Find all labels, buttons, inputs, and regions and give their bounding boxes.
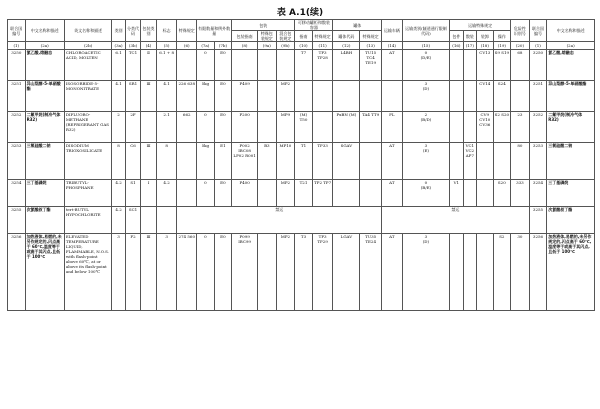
cell-transport-category [402,143,450,180]
cell-vehicle [382,81,403,112]
col-num: (17) [463,42,476,50]
cell-bulk [463,180,476,207]
cell-un-no: 3250 [8,50,26,81]
cell-cn-name-2: 三丁基磷烷 [547,180,595,207]
cell-tank-instruction [295,81,313,112]
transport-category-value: 3 [424,143,428,148]
cell-loading [477,234,494,311]
cell-label: 4.1 [156,81,177,112]
cell-class-code: SC1 [125,207,141,234]
header-packing: 包装 [232,20,295,31]
col-num: (3a) [112,42,125,50]
cell-packing-instruction: P200 [232,112,258,143]
cell-transport-category [402,234,450,311]
cell-tank-instruction: T21 [295,180,313,207]
cell-un-no-2: 3252 [529,112,547,143]
cell-forbidden: 禁运 [177,207,382,234]
cell-cn-name: 次氯酸叔丁酯 [25,207,64,234]
transport-category-value: 3 [424,81,428,86]
cell-cn-name: 三丁基磷烷 [25,180,64,207]
cell-hazard-id: 30 [511,234,530,311]
transport-category-value: 2 [424,112,428,117]
cell-mixed-packing: MP2 [276,180,295,207]
cell-transport-category [402,50,450,81]
cell-packing-instruction: P002 IBC08 LP02 R001 [232,143,258,180]
header-row-top [8,20,595,31]
cell-class-code: 2F [125,112,141,143]
cell-un-no-2: 3255 [529,207,547,234]
cell-class-code: S1 [125,180,141,207]
header-tank: 罐体 [333,20,382,31]
cell-en-name: ELEVATED TEMPERATURE LIQUID, FLAMMABLE, N.O.S. with flash-point above 60℃, at or above its flash-point and below 100℃ [64,234,112,311]
cell-bulk [463,50,476,81]
cell-bulk: VC1 VC2 AP7 [463,143,476,180]
cell-excepted-quantity: E1 [214,143,232,180]
cell-mixed-packing: MP2 [276,81,295,112]
cell-tank-special-2: TU15 TC4 TE19 [360,50,382,81]
col-num: (2a) [25,42,64,50]
cell-tank-special-2: TA4 TT9 [360,112,382,143]
header-bulk: 散装 [463,31,476,42]
col-num: (13) [360,42,382,50]
cell-packing-instruction: P400 [232,180,258,207]
cell-special-packing [258,81,277,112]
cell-hazard-id: 80 [511,143,530,180]
header-class-code: 分类代码 [125,20,141,42]
col-num: (18) [477,42,494,50]
cell-bulk [463,112,476,143]
cell-vehicle: AT [382,50,403,81]
cell-limited-quantity: 0 [197,50,215,81]
column-number-row [8,42,595,50]
cell-cn-name-2: 二氟甲烷(制冷气体 R32) [547,112,595,143]
col-num: (9b) [276,42,295,50]
cell-vehicle: AT [382,143,403,180]
cell-un-no: 3256 [8,234,26,311]
transport-category-value: 3 [424,234,428,239]
cell-tank-instruction: T7 [295,50,313,81]
cell-transport-category [402,81,450,112]
header-tank-code: 罐体代码 [333,31,360,42]
cell-operation: S2 S20 [493,112,511,143]
cell-un-no: 3253 [8,143,26,180]
col-num: (7b) [214,42,232,50]
cell-mixed-packing [276,50,295,81]
table-row [8,112,595,143]
cell-un-no: 3251 [8,81,26,112]
cell-loading: CV14 [477,81,494,112]
cell-packing-group: Ⅲ [141,143,157,180]
cell-special-packing: B3 [258,143,277,180]
cell-tank-instruction: T1 [295,143,313,180]
cell-package [450,112,463,143]
cell-un-no: 3254 [8,180,26,207]
cell-special-provisions [177,180,197,207]
header-cn-name: 中文名称和描述 [25,20,64,42]
cell-tank-special-2 [360,143,382,180]
table-row [8,234,595,311]
header-class: 类别 [112,20,125,42]
col-num: (9a) [258,42,277,50]
cell-tank-code: LGAV [333,234,360,311]
cell-excepted-quantity: E0 [214,50,232,81]
cell-cn-name-2: 加热液体,易燃的,未另作规定的,闪点高于 60℃,温度等于或高于其闪点,且低于 100℃ [547,234,595,311]
cell-special-provisions [177,143,197,180]
cell-hazard-id: 68 [511,50,530,81]
cell-packing-instruction: P099 IBC99 [232,234,258,311]
header-tank-special-2: 特殊规定 [360,31,382,42]
cell-packing-group: Ⅲ [141,234,157,311]
cell-en-name: DISODIUM TRIOXOSILICATE [64,143,112,180]
cell-tank-special: TP33 [312,143,333,180]
header-special-provisions: 特殊规定 [177,20,197,42]
cell-hazard-id: 23 [511,112,530,143]
cell-transport-category [402,180,450,207]
header-hazard-id: 危险性识别号 [511,20,530,42]
header-operation: 操作 [493,31,511,42]
header-special-packing: 特殊包装规定 [258,31,277,42]
col-num: (10) [295,42,313,50]
header-packing-group: 包装类别 [141,20,157,42]
table-row [8,180,595,207]
cell-forbidden-2: 禁运 [382,207,530,234]
cell-en-name: DIFLUORO-METHANE (REFRIGERANT GAS R32) [64,112,112,143]
transport-category-value: 0 [424,50,428,55]
cell-special-provisions: 226 638 [177,81,197,112]
cell-class: 3 [112,234,125,311]
cell-operation: S20 [493,180,511,207]
header-tank-special: 特殊规定 [312,31,333,42]
cell-label: 2.1 [156,112,177,143]
cell-packing-group: Ⅲ [141,81,157,112]
cell-transport-category [402,112,450,143]
cell-tank-code: SGAV [333,143,360,180]
cell-packing-group: Ⅱ [141,50,157,81]
col-num: (19) [493,42,511,50]
cell-tank-special [312,112,333,143]
cell-excepted-quantity: E0 [214,234,232,311]
cell-label: 6.1 + 8 [156,50,177,81]
cell-tank-special [312,81,333,112]
col-num: (1) [8,42,26,50]
col-num: (3b) [125,42,141,50]
col-num: (20) [511,42,530,50]
header-cn-name-2: 中文名称和描述 [547,20,595,42]
cell-cn-name: 氯乙酸,熔融态 [25,50,64,81]
cell-label: 8 [156,143,177,180]
cell-mixed-packing: MP9 [276,112,295,143]
table-row [8,81,595,112]
cell-en-name: tert-BUTYL HYPOCHLORITE [64,207,112,234]
table-row [8,143,595,180]
col-num: (1) [529,42,547,50]
cell-limited-quantity: 5kg [197,81,215,112]
cell-class-code: TC1 [125,50,141,81]
cell-cn-name: 三氧硅酸二钠 [25,143,64,180]
cell-special-provisions: 662 [177,112,197,143]
cell-label: 3 [156,234,177,311]
table-row [8,50,595,81]
header-special-transport: 运输特殊规定 [450,20,511,31]
cell-en-name: CHLOROACETIC ACID, MOLTEN [64,50,112,81]
col-num: (6) [177,42,197,50]
cell-limited-quantity: 0 [197,234,215,311]
cell-un-no-2: 3253 [529,143,547,180]
cell-loading: CV9 CV10 CV36 [477,112,494,143]
cell-un-no: 3255 [8,207,26,234]
cell-class: 4.2 [112,180,125,207]
cell-loading: CV13 [477,50,494,81]
cell-packing-group [141,112,157,143]
col-num: (7a) [197,42,215,50]
cell-tank-special-2 [360,180,382,207]
cell-package [450,234,463,311]
cell-en-name: TRIBUTYL-PHOSPHANE [64,180,112,207]
cell-package [450,50,463,81]
cell-tank-special: TP3 TP28 [312,50,333,81]
header-un-no-2: 联合国编号 [529,20,547,42]
col-num: (15) [402,42,450,50]
cell-un-no-2: 3251 [529,81,547,112]
cell-loading [477,143,494,180]
tunnel-code: (B/D) [420,117,432,122]
cell-bulk [463,81,476,112]
cell-package: V1 [450,180,463,207]
cell-un-no-2: 3256 [529,234,547,311]
cell-tank-special: TP3 TP29 [312,234,333,311]
cell-special-provisions: 274 560 [177,234,197,311]
cell-operation [493,143,511,180]
cell-excepted-quantity: E0 [214,112,232,143]
cell-cn-name-2: 氯乙酸,熔融态 [547,50,595,81]
cell-cn-name-2: 三氧硅酸二钠 [547,143,595,180]
cell-package [450,81,463,112]
header-portable-tank: 可移动罐柜和散装容器 [295,20,333,31]
col-num: (12) [333,42,360,50]
cell-class: 4.2 [112,207,125,234]
tunnel-code: (D) [422,239,430,244]
dangerous-goods-table [7,19,595,311]
cell-tank-special-2: TU35 TE24 [360,234,382,311]
cell-class: 6.1 [112,50,125,81]
cell-class: 8 [112,143,125,180]
cell-cn-name: 异山梨醇-5-单硝酸酯 [25,81,64,112]
cell-tank-special: TP2 TP7 [312,180,333,207]
cell-vehicle: AT [382,234,403,311]
cell-tank-code: PxBN (M) [333,112,360,143]
cell-tank-code [333,81,360,112]
cell-packing-group [141,207,157,234]
tunnel-code: (B/E) [420,185,432,190]
cell-special-provisions [177,50,197,81]
cell-packing-group: Ⅰ [141,180,157,207]
cell-cn-name: 加热液体,易燃的,未另作规定的,闪点高于 60℃,温度等于或高于其闪点,且低于 100℃ [25,234,64,311]
cell-tank-code: L4BH [333,50,360,81]
cell-excepted-quantity: E0 [214,180,232,207]
cell-hazard-id [511,81,530,112]
cell-un-no-2: 3250 [529,50,547,81]
header-transport-category: 运输类别(隧道通行限制代码) [402,20,450,42]
cell-package [450,143,463,180]
header-packing-instruction: 包装指南 [232,31,258,42]
cell-label: 4.2 [156,180,177,207]
tunnel-code: (D/E) [420,55,432,60]
cell-class: 4.1 [112,81,125,112]
tunnel-code: (E) [422,148,429,153]
cell-tank-instruction: T3 [295,234,313,311]
cell-mixed-packing: MP2 [276,234,295,311]
col-num: (2b) [64,42,112,50]
col-num: (5) [156,42,177,50]
cell-tank-code [333,180,360,207]
cell-cn-name-2: 异山梨醇-5-单硝酸酯 [547,81,595,112]
cell-special-packing [258,50,277,81]
cell-cn-name: 二氟甲烷(制冷气体 R32) [25,112,64,143]
header-en-name: 英文名称和描述 [64,20,112,42]
cell-bulk [463,234,476,311]
cell-hazard-id: 333 [511,180,530,207]
col-num: (4) [141,42,157,50]
table-title: 表 A.1(续) [276,8,324,18]
cell-operation: S9 S19 [493,50,511,81]
cell-packing-instruction [232,50,258,81]
cell-tank-special-2 [360,81,382,112]
cell-cn-name-2: 次氯酸叔丁酯 [547,207,595,234]
header-label: 标志 [156,20,177,42]
cell-packing-instruction: P409 [232,81,258,112]
col-num: (11) [312,42,333,50]
cell-special-packing [258,234,277,311]
cell-vehicle: AT [382,180,403,207]
header-loading: 装卸 [477,31,494,42]
cell-excepted-quantity: E0 [214,81,232,112]
cell-limited-quantity: 5kg [197,143,215,180]
cell-vehicle: FL [382,112,403,143]
header-un-no: 联合国编号 [8,20,26,42]
cell-limited-quantity: 0 [197,112,215,143]
cell-un-no-2: 3254 [529,180,547,207]
cell-special-packing [258,180,277,207]
table-row [8,207,595,234]
col-num: (8) [232,42,258,50]
tunnel-code: (D) [422,86,430,91]
transport-category-value: 0 [424,180,428,185]
cell-operation: S2 [493,234,511,311]
cell-class-code: SR1 [125,81,141,112]
cell-loading [477,180,494,207]
cell-mixed-packing: MP10 [276,143,295,180]
cell-un-no: 3252 [8,112,26,143]
cell-label [156,207,177,234]
cell-class-code: C6 [125,143,141,180]
cell-special-packing [258,112,277,143]
cell-limited-quantity: 0 [197,180,215,207]
header-limited-quantity: 有限数量和例外数量 [197,20,232,42]
cell-class: 2 [112,112,125,143]
header-mixed-packing: 混合包装规定 [276,31,295,42]
cell-operation: S24 [493,81,511,112]
header-package: 包件 [450,31,463,42]
header-instruction: 指南 [295,31,313,42]
cell-class-code: F2 [125,234,141,311]
col-num: (16) [450,42,463,50]
cell-en-name: ISOSORBIDE-5-MONONITRATE [64,81,112,112]
col-num: (14) [382,42,403,50]
header-vehicle: 运输车辆 [382,20,403,42]
col-num: (2a) [547,42,595,50]
cell-tank-instruction: (M) T50 [295,112,313,143]
